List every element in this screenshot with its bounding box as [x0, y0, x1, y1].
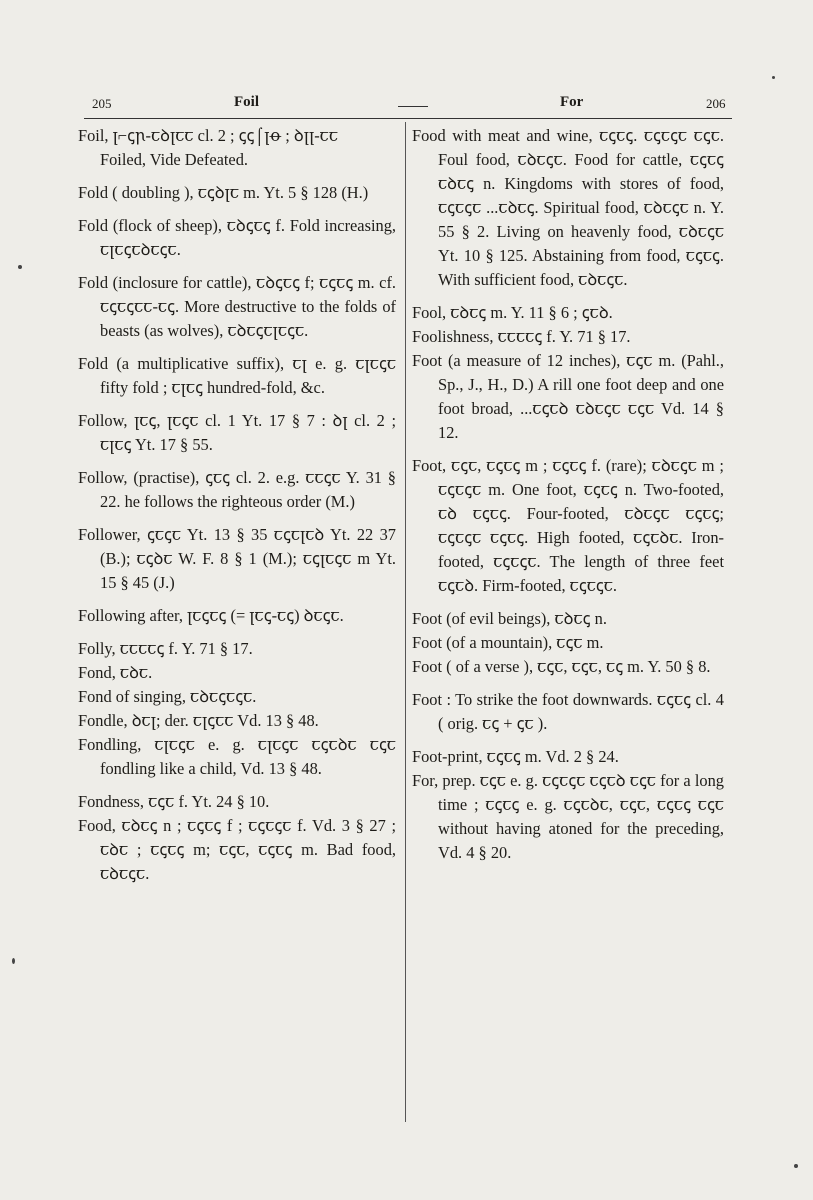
entry: Fondle, ꝺꞇꞁ; der. ꞇꞁꞔꞇꞇ Vd. 13 § 48. — [78, 711, 319, 730]
entry: Foot-print, ꞇꞔꞇꞔ m. Vd. 2 § 24. — [412, 747, 619, 766]
entry: Fold (flock of sheep), ꞇꝺꞔꞇꞔ f. Fold increasing, ꞇꞁꞇꞔꞇꝺꞇꞔꞇ. — [78, 216, 396, 259]
entry: Foot (a measure of 12 inches), ꞇꞔꞇ m. (Pahl., Sp., J., H., D.) A rill one foot deep and one foot broad, ...ꞇꞔꞇꝺ ꞇꝺꞇꞔꞇ ꞇꞔꞇ Vd. 14 § 12. — [412, 351, 724, 442]
left-column — [78, 124, 396, 895]
guide-word-left: Foil — [234, 94, 259, 110]
paper-speck — [18, 265, 22, 269]
paper-speck — [12, 958, 15, 964]
entry: Food, ꞇꝺꞇꞔ n ; ꞇꞔꞇꞔ f ; ꞇꞔꞇꞔꞇ f. Vd. 3 § 27 ; ꞇꝺꞇ ; ꞇꞔꞇꞔ m; ꞇꞔꞇ, ꞇꞔꞇꞔ m. Bad food, ꞇꝺꞇꞔꞇ. — [78, 816, 396, 883]
entry: Fondling, ꞇꞁꞇꞔꞇ e. g. ꞇꞁꞇꞔꞇ ꞇꞔꞇꝺꞇ ꞇꞔꞇ fondling like a child, Vd. 13 § 48. — [78, 735, 396, 778]
page-number-right: 206 — [706, 96, 726, 111]
header-rule — [84, 118, 732, 119]
entry: Folly, ꞇꞇꞇꞇꞔ f. Y. 71 § 17. — [78, 639, 253, 658]
entry: Foot (of a mountain), ꞇꞔꞇ m. — [412, 633, 604, 652]
entry: Fond, ꞇꝺꞇ. — [78, 663, 153, 682]
paper-speck — [794, 1164, 798, 1168]
entry: Foot (of evil beings), ꞇꝺꞇꞔ n. — [412, 609, 607, 628]
entry: Food with meat and wine, ꞇꞔꞇꞔ. ꞇꞔꞇꞔꞇ ꞇꞔꞇ. Foul food, ꞇꝺꞇꞔꞇ. Food for cattle, ꞇꞔꞇꞔ ꞇꝺꞇꞔ n. Kingdoms with stores of food, ꞇꞔꞇꞔꞇ ...ꞇꝺꞇꞔ. Spiritual food, ꞇꝺꞇꞔꞇ n. Y. 55 § 2. Living on heavenly food, ꞇꝺꞇꞔꞇ Yt. 10 § 125. Abstaining from food, ꞇꞔꞇꞔ. With sufficient food, ꞇꝺꞇꞔꞇ. — [412, 126, 724, 289]
entry: Foot ( of a verse ), ꞇꞔꞇ, ꞇꞔꞇ, ꞇꞔ m. Y. 50 § 8. — [412, 657, 711, 676]
entry: Fold (a multiplicative suffix), ꞇꞁ e. g. ꞇꞁꞇꞔꞇ fifty fold ; ꞇꞁꞇꞔ hundred-fold, &c. — [78, 354, 396, 397]
entry: Follow, ꞁꞇꞔ, ꞁꞇꞔꞇ cl. 1 Yt. 17 § 7 : ꝺꞁ cl. 2 ; ꞇꞁꞇꞔ Yt. 17 § 55. — [78, 411, 396, 454]
entry: Fond of singing, ꞇꝺꞇꞔꞇꞔꞇ. — [78, 687, 257, 706]
guide-word-right: For — [560, 94, 584, 110]
entry: Fold ( doubling ), ꞇꞔꝺꞁꞇ m. Yt. 5 § 128 (H.) — [78, 183, 369, 202]
column-divider — [405, 122, 406, 1122]
entry: Foot, ꞇꞔꞇ, ꞇꞔꞇꞔ m ; ꞇꞔꞇꞔ f. (rare); ꞇꝺꞇꞔꞇ m ; ꞇꞔꞇꞔꞇ m. One foot, ꞇꞔꞇꞔ n. Two-footed, ꞇꝺ ꞇꞔꞇꞔ. Four-footed, ꞇꝺꞇꞔꞇ ꞇꞔꞇꞔ; ꞇꞔꞇꞔꞇ ꞇꞔꞇꞔ. High footed, ꞇꞔꞇꝺꞇ. Iron-footed, ꞇꞔꞇꞔꞇ. The length of three feet ꞇꞔꞇꝺ. Firm-footed, ꞇꞔꞇꞔꞇ. — [412, 456, 724, 595]
paper-speck — [772, 76, 775, 79]
entry: Following after, ꞁꞇꞔꞇꞔ (= ꞁꞇꞔ-ꞇꞔ) ꝺꞇꞔꞇ. — [78, 606, 344, 625]
entry: Follow, (practise), ꞔꞇꞔ cl. 2. e.g. ꞇꞇꞔꞇ Y. 31 § 22. he follows the righteous order (M.) — [78, 468, 396, 511]
entry: Follower, ꞔꞇꞔꞇ Yt. 13 § 35 ꞇꞔꞇꞁꞇꝺ Yt. 22 37 (B.); ꞇꞔꝺꞇ W. F. 8 § 1 (M.); ꞇꞔꞁꞇꞔꞇ m Yt. 15 § 45 (J.) — [78, 525, 396, 592]
entry: Foot : To strike the foot downwards. ꞇꞔꞇꞔ cl. 4 ( orig. ꞇꞔ + ꞔꞇ ). — [412, 690, 724, 733]
entry: Fool, ꞇꝺꞇꞔ m. Y. 11 § 6 ; ꞔꞇꝺ. — [412, 303, 613, 322]
entry: Foolishness, ꞇꞇꞇꞇꞔ f. Y. 71 § 17. — [412, 327, 631, 346]
right-column — [412, 124, 724, 874]
entry: For, prep. ꞇꞔꞇ e. g. ꞇꞔꞇꞔꞇ ꞇꞔꞇꝺ ꞇꞔꞇ for a long time ; ꞇꞔꞇꞔ e. g. ꞇꞔꞇꝺꞇ, ꞇꞔꞇ, ꞇꞔꞇꞔ ꞇꞔꞇ without having atoned for the preceding, Vd. 4 § 20. — [412, 771, 724, 862]
entry: Foil, ꞁ⌐ꞔꞃ-ꞇꝺꞁꞇꞇ cl. 2 ; ꞔꞔ⌠ꞁꝋ ; ꝺꞁꞁ-ꞇꞇ Foiled, Vide Defeated. — [78, 126, 339, 169]
entry: Fondness, ꞇꞔꞇ f. Yt. 24 § 10. — [78, 792, 270, 811]
header-dash — [398, 106, 428, 107]
page-number-left: 205 — [92, 96, 112, 111]
entry: Fold (inclosure for cattle), ꞇꝺꞔꞇꞔ f; ꞇꞔꞇꞔ m. cf. ꞇꞔꞇꞔꞇꞇ-ꞇꞔ. More destructive to the folds of beasts (as wolves), ꞇꝺꞇꞔꞇꞁꞇꞔꞇ. — [78, 273, 396, 340]
